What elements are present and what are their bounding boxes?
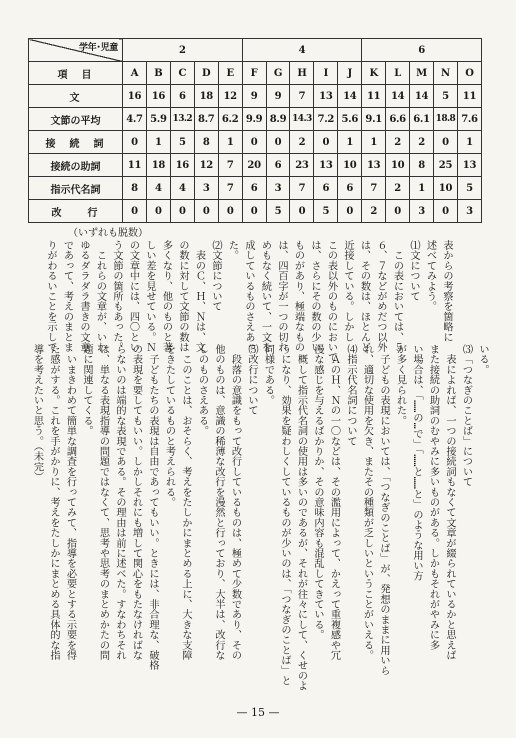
table-cell: 5.6	[338, 108, 362, 131]
table-cell: 2	[386, 177, 410, 200]
table-cell: 2	[362, 200, 386, 223]
student-header: M	[410, 62, 434, 85]
table-cell: 8	[194, 131, 218, 154]
table-cell: 0	[170, 200, 194, 223]
table-cell: 9.9	[242, 108, 266, 131]
student-header: C	[170, 62, 194, 85]
table-cell: 4	[170, 177, 194, 200]
student-header: E	[218, 62, 242, 85]
table-cell: 7	[218, 177, 242, 200]
table-row	[29, 108, 482, 131]
table-cell: 8.7	[194, 108, 218, 131]
table-cell: 9	[242, 85, 266, 108]
table-cell: 23	[290, 154, 314, 177]
table-cell: 7	[290, 177, 314, 200]
table-cell: 0	[242, 131, 266, 154]
table-cell: 20	[242, 154, 266, 177]
grade-6-header: 6	[362, 39, 482, 62]
table-cell: 14	[410, 85, 434, 108]
table-cell: 6	[242, 177, 266, 200]
table-cell: 7.2	[314, 108, 338, 131]
table-cell: 0	[433, 200, 457, 223]
table-row	[29, 200, 482, 223]
student-header: A	[123, 62, 147, 85]
upper-text-block: 表からの考察を箇略に 述べてみよう。 ⑴文について この表においては、５ ６、７などがめだつ以外 は、その数は、ほとんど 近接している。しかし この表以外のものにおいて は、さらにその数の少い ものがあり、極端なもの は、四百字が一つの切れ めもなく続いて、一文を 成しているものさえあっ た。 ⑵文節について 表のＣ、Ｈ、Ｎは、文 の数に対して文節の数は 多くなり、他のものと著 しい差を見せている。Ｎ の文章中には、四〇とい う文節の箇所もあった。 これらの文章が、いわ ゆるダラダラ書きの文章 であって、考えのまとま りがわるいことを示して	[45, 240, 452, 363]
table-cell: 1	[410, 177, 434, 200]
table-cell: 13	[314, 85, 338, 108]
item-header: 項 目	[29, 62, 123, 85]
table-row	[29, 154, 482, 177]
table-cell: 6.6	[386, 108, 410, 131]
student-header: F	[242, 62, 266, 85]
table-cell: 5	[314, 200, 338, 223]
table-cell: 0	[123, 131, 147, 154]
row-label: 文節の平均	[29, 108, 123, 131]
table-cell: 14	[338, 85, 362, 108]
table-cell: 12	[218, 85, 242, 108]
table-cell: 6	[170, 85, 194, 108]
table-cell: 6	[338, 177, 362, 200]
table-cell: 6.1	[410, 108, 434, 131]
table-cell: 5	[266, 200, 290, 223]
table-cell: 1	[338, 131, 362, 154]
row-label: 接続の助詞	[29, 154, 123, 177]
table-cell: 13	[362, 154, 386, 177]
student-header: O	[457, 62, 481, 85]
row-label: 文	[29, 85, 123, 108]
table-cell: 8	[410, 154, 434, 177]
table-cell: 0	[218, 200, 242, 223]
table-cell: 11	[123, 154, 147, 177]
student-header: J	[338, 62, 362, 85]
table-row	[29, 85, 482, 108]
table-cell: 12	[194, 154, 218, 177]
table-cell: 5	[170, 131, 194, 154]
student-header: D	[194, 62, 218, 85]
table-cell: 8.9	[266, 108, 290, 131]
grade-4-header: 4	[242, 39, 362, 62]
table-cell: 16	[123, 85, 147, 108]
table-cell: 10	[386, 154, 410, 177]
table-cell: 10	[433, 177, 457, 200]
table-cell: 1	[218, 131, 242, 154]
table-cell: 5	[433, 85, 457, 108]
table-cell: 1	[146, 131, 170, 154]
table-cell: 3	[457, 200, 481, 223]
table-cell: 4.7	[123, 108, 147, 131]
table-cell: 0	[314, 131, 338, 154]
table-cell: 18	[146, 154, 170, 177]
table-cell: 16	[146, 85, 170, 108]
table-cell: 1	[362, 131, 386, 154]
table-cell: 6.2	[218, 108, 242, 131]
row-label: 改 行	[29, 200, 123, 223]
table-row	[29, 177, 482, 200]
table-cell: 9.1	[362, 108, 386, 131]
table-cell: 3	[266, 177, 290, 200]
header-corner-cell	[29, 39, 123, 62]
table-cell: 11	[457, 85, 481, 108]
table-cell: 25	[433, 154, 457, 177]
grade-student-label: 学年･児童	[78, 43, 118, 53]
table-cell: 0	[146, 200, 170, 223]
table-cell: 7	[218, 154, 242, 177]
table-cell: 7	[362, 177, 386, 200]
grade-2-header: 2	[123, 39, 243, 62]
table-note: （いずれも脱数）	[68, 228, 148, 239]
student-header: L	[386, 62, 410, 85]
table-cell: 14.3	[290, 108, 314, 131]
table-cell: 16	[170, 154, 194, 177]
table-cell: 3	[194, 177, 218, 200]
table-cell: 10	[338, 154, 362, 177]
student-header: B	[146, 62, 170, 85]
table-cell: 2	[290, 131, 314, 154]
student-header: I	[314, 62, 338, 85]
table-cell: 13	[457, 154, 481, 177]
table-cell: 0	[386, 200, 410, 223]
table-cell: 5	[457, 177, 481, 200]
table-cell: 3	[410, 200, 434, 223]
table-cell: 7.6	[457, 108, 481, 131]
table-row	[29, 131, 482, 154]
row-label: 接 続 詞	[29, 131, 123, 154]
table-cell: 5.9	[146, 108, 170, 131]
student-header: G	[266, 62, 290, 85]
row-label: 指示代名詞	[29, 177, 123, 200]
table-cell: 2	[410, 131, 434, 154]
table-cell: 11	[362, 85, 386, 108]
table-cell: 8	[123, 177, 147, 200]
student-header: H	[290, 62, 314, 85]
table-cell: 13	[314, 154, 338, 177]
table-cell: 18	[194, 85, 218, 108]
table-cell: 0	[290, 200, 314, 223]
table-cell: 4	[146, 177, 170, 200]
lower-text-block: いる。 ⑶「つなぎのことば」について 表によれば、一つの接続詞もなくて文章が綴られているかと思えば また接続の助詞のむやみに多いものがある。しかもそれがやみに多 い場合は、「……の…で」「……と……と」のような用い方 が多く見られた。 子どもの表現においては、「つなぎのことば」が、発想のままに用いら れ、適切な使用を欠き、またその種類が乏しいということがいえる。 ⑷指示代名詞について ＡのＨ、Ｎの一〇などは、その濫用によって、かえって重複感や冗 漫な感じを与えるばかりか、その意味内容も混乱してきている。 概して指示代名詞の使用は多いのであるが、それが往々にして、くせのよ うになり、効果を疑わしくしているものが少いのは、「つなぎのことば」と 同様である。 ⑸改行について 段落の意識をもって改行しているものは、極めて少数であり、その 他のものは、意識の稀薄な改行を漫然と行っており、大半は、改行な しのものさえある。 このことは、おそらく、考えをたしかにまとめる上に、大きな支障 をきたしているものと考えられる。 子どもたちの表現は自由であってもいい。ときには、非合理な、破格 の表現を要してもいい。しかしそれにも増して関心をもたなければな らないのは端的な表現である。その理由は前に述べた。すなわちそれ は、単なる表現指導の問題ではなくて、思考や思考のまとめかたの問 題に関連してくる。 いまきわめて簡単な調査を行ってみて、指導を必要とする示要を得 た感がする。これを手がかりに、考えをたしかにまとめる具体的な指 導を考えたいと思う。（未完）	[31, 344, 488, 691]
table-cell: 0	[266, 131, 290, 154]
table-cell: 0	[194, 200, 218, 223]
student-header-row	[29, 62, 482, 85]
table-cell: 0	[242, 200, 266, 223]
student-header: K	[362, 62, 386, 85]
table-cell: 2	[386, 131, 410, 154]
table-cell: 0	[338, 200, 362, 223]
table-cell: 0	[123, 200, 147, 223]
table-cell: 7	[290, 85, 314, 108]
page-number: — 15 —	[236, 706, 280, 719]
table-cell: 6	[266, 154, 290, 177]
table-cell: 9	[266, 85, 290, 108]
table-cell: 14	[386, 85, 410, 108]
grade-header-row	[29, 39, 482, 62]
table-cell: 1	[457, 131, 481, 154]
table-cell: 0	[433, 131, 457, 154]
table-cell: 18.8	[433, 108, 457, 131]
statistics-table	[28, 38, 482, 223]
student-header: N	[433, 62, 457, 85]
table-cell: 13.2	[170, 108, 194, 131]
table-cell: 6	[314, 177, 338, 200]
